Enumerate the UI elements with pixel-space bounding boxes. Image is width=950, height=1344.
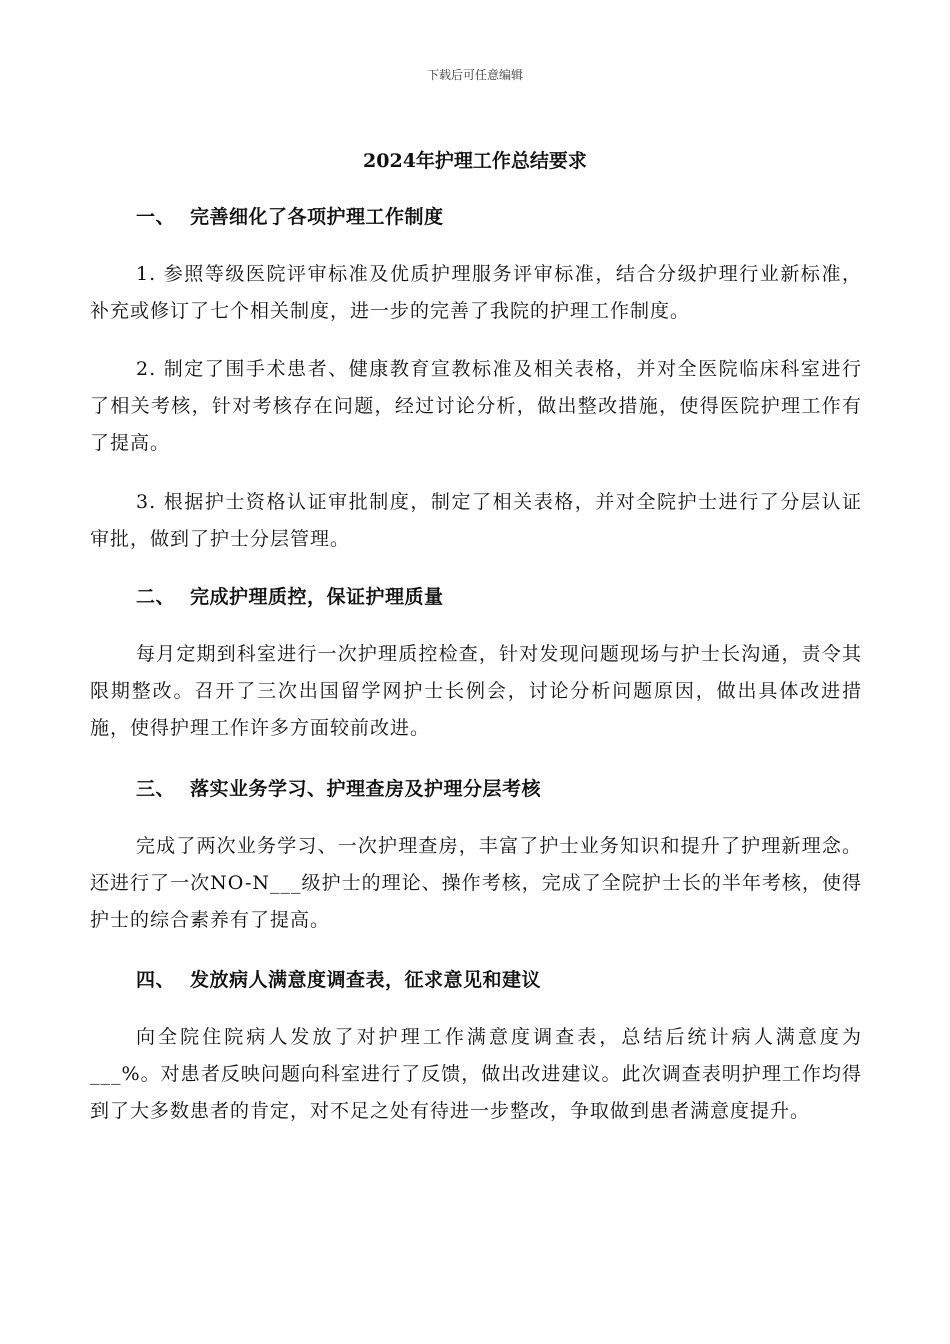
- section-heading: [90, 773, 862, 805]
- paragraph: 向全院住院病人发放了对护理工作满意度调查表，总结后统计病人满意度为___%。对患者反映问题向科室进行了反馈，做出改进建议。此次调查表明护理工作均得到了大多数患者的肯定，对不足之处有待进一步整改，争取做到患者满意度提升。: [90, 1026, 862, 1122]
- section-1-paragraph-2: [90, 351, 862, 462]
- section-1-paragraph-3: [90, 484, 862, 558]
- paragraph: 完成了两次业务学习、一次护理查房，丰富了护士业务知识和提升了护理新理念。还进行了一次NO-N___级护士的理论、操作考核，完成了全院护士长的半年考核，使得护士的综合素养有了提高。: [90, 835, 862, 931]
- section-4: [90, 964, 862, 996]
- section-1: [90, 201, 862, 233]
- paragraph: 2. 制定了围手术患者、健康教育宣教标准及相关表格，并对全医院临床科室进行了相关考核，针对考核存在问题，经过讨论分析，做出整改措施，使得医院护理工作有了提高。: [90, 358, 862, 454]
- section-number: 二、: [136, 586, 176, 608]
- section-number: 一、: [136, 206, 176, 228]
- paragraph: 1. 参照等级医院评审标准及优质护理服务评审标准，结合分级护理行业新标准，补充或修订了七个相关制度，进一步的完善了我院的护理工作制度。: [90, 263, 862, 322]
- paragraph: 3. 根据护士资格认证审批制度，制定了相关表格，并对全院护士进行了分层认证审批，做到了护士分层管理。: [90, 491, 862, 550]
- section-number: 三、: [136, 778, 176, 800]
- section-heading-text: 完善细化了各项护理工作制度: [190, 206, 444, 228]
- section-heading: [90, 964, 862, 996]
- section-number: 四、: [136, 969, 176, 991]
- section-3: [90, 773, 862, 805]
- section-4-paragraph-1: [90, 1019, 862, 1130]
- section-2: [90, 581, 862, 613]
- section-heading-text: 完成护理质控，保证护理质量: [190, 586, 444, 608]
- section-3-paragraph-1: [90, 828, 862, 939]
- paragraph: 每月定期到科室进行一次护理质控检查，针对发现问题现场与护士长沟通，责令其限期整改。召开了三次出国留学网护士长例会，讨论分析问题原因，做出具体改进措施，使得护理工作许多方面较前改进。: [90, 643, 862, 739]
- section-1-paragraph-1: [90, 256, 862, 330]
- section-heading: [90, 201, 862, 233]
- page-header-note: 下载后可任意编辑: [426, 68, 523, 82]
- document-title: 2024年护理工作总结要求: [363, 150, 587, 172]
- section-2-paragraph-1: [90, 636, 862, 747]
- section-heading-text: 落实业务学习、护理查房及护理分层考核: [190, 778, 542, 800]
- section-heading-text: 发放病人满意度调查表，征求意见和建议: [190, 969, 542, 991]
- section-heading: [90, 581, 862, 613]
